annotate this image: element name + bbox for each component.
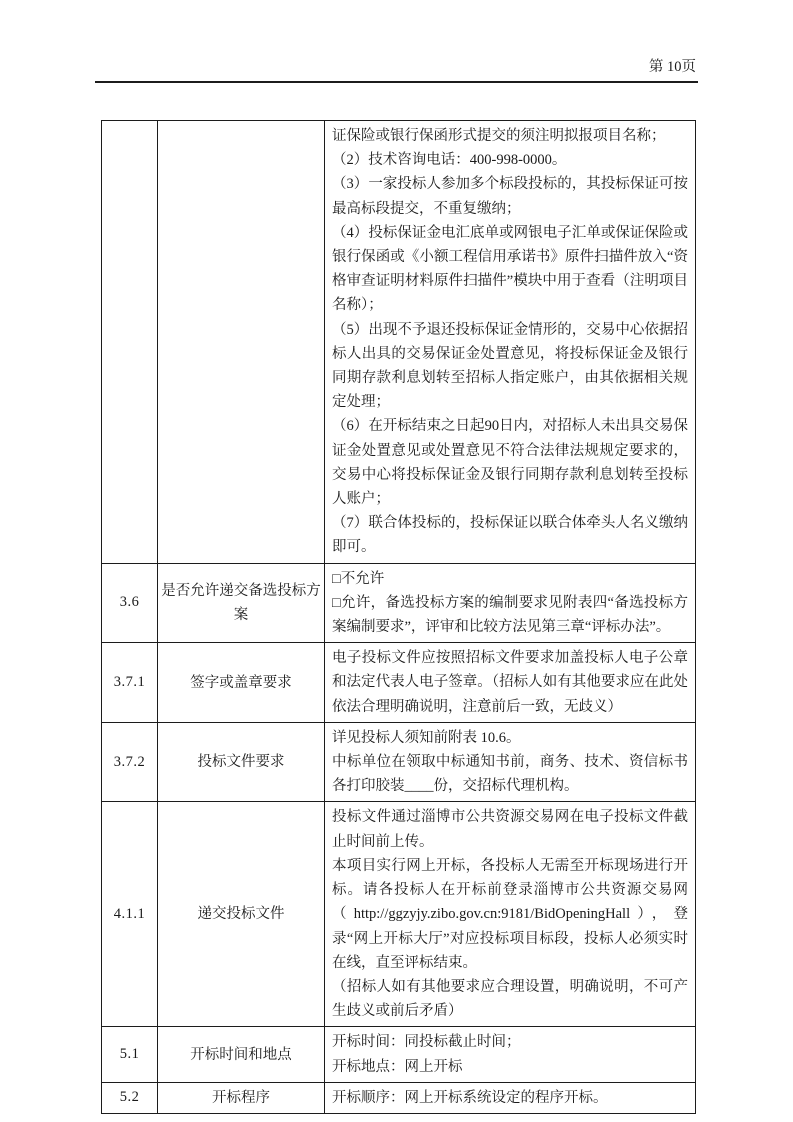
row-label-cell [158, 121, 325, 564]
page-number: 第 10页 [648, 59, 696, 75]
row-id-cell [102, 121, 158, 564]
content-paragraph: （5）出现不予退还投标保证金情形的，交易中心依据招标人出具的交易保证金处置意见，将投标保证金及银行同期存款利息划转至招标人指定账户，由其依据相关规定处理； [332, 321, 688, 411]
page-header [95, 57, 698, 83]
row-label-cell: 投标文件要求 [158, 722, 325, 802]
row-content-cell [325, 1082, 696, 1113]
row-label-cell: 递交投标文件 [158, 802, 325, 1027]
content-paragraph: 本项目实行网上开标，各投标人无需至开标现场进行开标。请各投标人在开标前登录淄博市公共资源交易网（http://ggzyjy.zibo.gov.cn:9181/BidOpeningHall），登录“网上开标大厅”对应投标项目标段，投标人必须实时在线，直至评标结束。 [332, 857, 688, 971]
row-content-cell [325, 802, 696, 1027]
row-id-cell: 3.7.1 [102, 643, 158, 723]
bidder-instructions-table [101, 120, 696, 1114]
table-row-3-6 [102, 563, 696, 643]
content-paragraph: 电子投标文件应按照招标文件要求加盖投标人电子公章和法定代表人电子签章。（招标人如有其他要求应在此处依法合理明确说明，注意前后一致，无歧义） [332, 650, 688, 715]
content-paragraph: （4）投标保证金电汇底单或网银电子汇单或保证保险或银行保函或《小额工程信用承诺书》原件扫描件放入“资格审查证明材料原件扫描件”模块中用于查看（注明项目名称）； [332, 224, 688, 314]
table-row-continuation [102, 121, 696, 564]
row-label-cell: 开标时间和地点 [158, 1027, 325, 1082]
table-row-4-1-1 [102, 802, 696, 1027]
table-row-3-7-2 [102, 722, 696, 802]
content-paragraph: （7）联合体投标的，投标保证以联合体牵头人名义缴纳即可。 [332, 515, 688, 556]
row-label-cell: 开标程序 [158, 1082, 325, 1113]
row-label-cell: 是否允许递交备选投标方案 [158, 563, 325, 643]
content-paragraph: 开标顺序：网上开标系统设定的程序开标。 [332, 1089, 608, 1106]
row-content-cell [325, 643, 696, 723]
row-id-cell: 3.6 [102, 563, 158, 643]
content-paragraph: 投标文件通过淄博市公共资源交易网在电子投标文件截止时间前上传。 [332, 809, 688, 850]
row-label-cell: 签字或盖章要求 [158, 643, 325, 723]
row-content-cell [325, 722, 696, 802]
content-paragraph: □不允许 [332, 570, 385, 587]
content-paragraph: 中标单位在领取中标通知书前，商务、技术、资信标书各打印胶装____份，交招标代理机构。 [332, 754, 688, 795]
row-id-cell: 5.2 [102, 1082, 158, 1113]
row-content-cell [325, 1027, 696, 1082]
row-id-cell: 4.1.1 [102, 802, 158, 1027]
content-paragraph: （招标人如有其他要求应合理设置，明确说明，不可产生歧义或前后矛盾） [332, 978, 688, 1020]
content-paragraph: （6）在开标结束之日起90日内，对招标人未出具交易保证金处置意见或处置意见不符合法律法规规定要求的，交易中心将投标保证金及银行同期存款利息划转至投标人账户； [332, 418, 688, 508]
row-content-cell [325, 121, 696, 564]
content-paragraph: （2）技术咨询电话：400-998-0000。 [332, 152, 567, 169]
content-paragraph: 开标地点：网上开标 [332, 1058, 463, 1075]
table-row-3-7-1 [102, 643, 696, 723]
content-paragraph: 证保险或银行保函形式提交的须注明拟报项目名称； [332, 128, 666, 144]
content-paragraph: （3）一家投标人参加多个标段投标的，其投标保证可按最高标段提交，不重复缴纳； [332, 176, 688, 217]
row-id-cell: 5.1 [102, 1027, 158, 1082]
row-content-cell [325, 563, 696, 643]
table-row-5-2 [102, 1082, 696, 1113]
content-paragraph: 详见投标人须知前附表 10.6。 [332, 729, 521, 746]
table-row-5-1 [102, 1027, 696, 1082]
content-paragraph: □允许，备选投标方案的编制要求见附表四“备选投标方案编制要求”，评审和比较方法见第三章“评标办法”。 [332, 594, 688, 636]
content-paragraph: 开标时间：同投标截止时间； [332, 1034, 521, 1051]
row-id-cell: 3.7.2 [102, 722, 158, 802]
